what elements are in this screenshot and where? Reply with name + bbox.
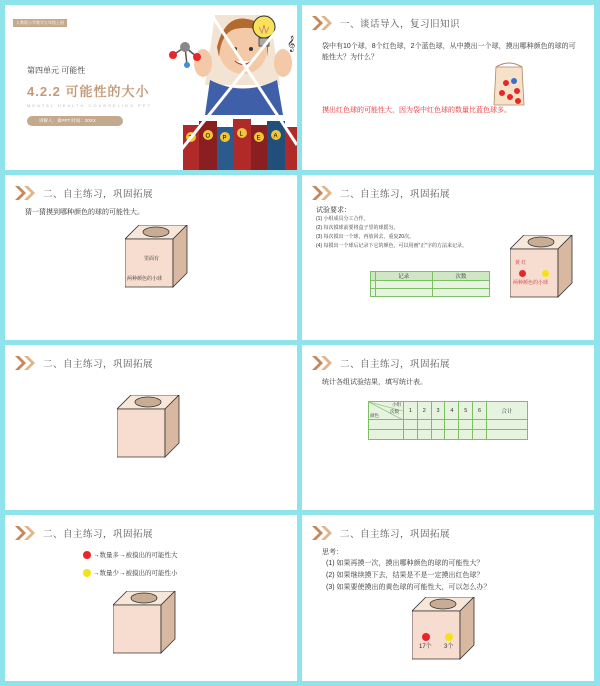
presenter-pill: 讲解人：素PPT 时间：20XX (27, 116, 123, 126)
slide-heading: 二、自主练习，巩固拓展 (43, 189, 154, 200)
diagonal-divider (165, 5, 297, 170)
red-ball-icon (83, 551, 91, 559)
book-letter: P (222, 135, 227, 142)
table-cell[interactable] (369, 430, 404, 440)
table-cell[interactable] (473, 430, 487, 440)
box-text-2: 两种颜色的小球 (127, 276, 163, 282)
slide-header (15, 525, 153, 541)
think-question: (3) 如果要使摸出的黄色球的可能性大，可以怎么办？ (326, 584, 491, 591)
chevron-icon (312, 526, 332, 540)
slide-heading: 二、自主练习，巩固拓展 (340, 189, 451, 200)
table-cell[interactable] (432, 281, 489, 289)
unit-label: 第四单元 可能性 (27, 66, 86, 75)
table-header: 1 (404, 402, 418, 420)
red-ball-icon (519, 270, 526, 277)
chevron-icon (312, 186, 332, 200)
question-text: 袋中有10个球，8个红色球，2个蓝色球，从中摸出一个球，摸出哪种颜色的球的可能性大？为什么？ (322, 43, 576, 61)
slide-heading: 一、谈话导入，复习旧知识 (340, 19, 461, 30)
table-cell[interactable] (369, 420, 404, 430)
slide-heading: 二、自主练习，巩固拓展 (43, 359, 154, 370)
slide-title[interactable] (5, 5, 297, 170)
ball-bag-icon (492, 59, 526, 107)
course-tag: 人教版小学数学五年级上册 (13, 19, 67, 27)
table-cell[interactable] (445, 420, 459, 430)
slide-heading: 二、自主练习，巩固拓展 (340, 529, 451, 540)
corner-label-count: 次数 (390, 409, 399, 414)
box-note: 两种颜色的小球 (513, 280, 549, 286)
corner-label-group: 小组 (392, 402, 401, 407)
box-colors-label: 黄 红 (515, 260, 527, 266)
table-header: 3 (431, 402, 445, 420)
slide-header (312, 15, 460, 31)
yellow-ball-icon (542, 270, 549, 277)
table-cell[interactable] (417, 420, 431, 430)
think-question: (2) 如果继续摸下去，结果是不是一定摸出红色球？ (326, 572, 484, 579)
book-letter: L (239, 131, 243, 138)
chevron-icon (312, 16, 332, 30)
music-note-icon: 𝄞 (287, 35, 296, 51)
slide-guess[interactable] (5, 175, 297, 340)
requirement-item: (3) 每次摸出一个球，再放回去，重复20次。 (316, 234, 415, 240)
slide-header (15, 185, 153, 201)
table-corner (369, 402, 404, 420)
table-header: 6 (473, 402, 487, 420)
book-letter: O (205, 133, 211, 140)
table-cell[interactable] (432, 289, 489, 297)
slide-header (312, 355, 450, 371)
slide-thinking[interactable] (302, 515, 594, 681)
table-cell[interactable] (417, 430, 431, 440)
slide-statistics[interactable] (302, 345, 594, 510)
table-cell[interactable] (486, 420, 527, 430)
bulb-icon (15, 15, 43, 55)
table-cell[interactable] (375, 289, 432, 297)
table-cell[interactable] (431, 420, 445, 430)
stats-table (368, 401, 528, 440)
table-header: 记录 (375, 272, 432, 281)
slide-box[interactable] (5, 345, 297, 510)
slide-legend[interactable] (5, 515, 297, 681)
record-table (370, 271, 490, 297)
table-header: 合计 (486, 402, 527, 420)
slide-experiment[interactable] (302, 175, 594, 340)
yellow-legend: →数量少→被摸出的可能性小 (93, 570, 178, 577)
table-cell[interactable] (375, 281, 432, 289)
requirement-item: (1) 小组成员分工合作。 (316, 216, 369, 222)
yellow-ball-icon (83, 569, 91, 577)
slide-heading: 二、自主练习，巩固拓展 (340, 359, 451, 370)
yellow-ball-icon (445, 633, 453, 641)
table-cell[interactable] (459, 430, 473, 440)
subtitle: MENTAL HEALTH COUNSELING PPT (27, 103, 152, 108)
lesson-title: 4.2.2 可能性的大小 (27, 84, 150, 99)
slide-header (312, 185, 450, 201)
stats-prompt: 统计各组试验结果，填写统计表。 (322, 379, 427, 386)
think-label: 思考： (322, 549, 343, 556)
table-header: 次数 (432, 272, 489, 281)
guess-prompt: 猜一猜摸到哪种颜色的球的可能性大。 (25, 209, 144, 216)
answer-text: 摸出红色球的可能性大，因为袋中红色球的数量比蓝色球多。 (322, 107, 511, 114)
slide-header (15, 355, 153, 371)
corner-label-color: 颜色 (370, 413, 379, 418)
table-header: 2 (417, 402, 431, 420)
table-cell[interactable] (486, 430, 527, 440)
table-cell[interactable] (459, 420, 473, 430)
empty-box (113, 591, 177, 655)
table-cell[interactable] (445, 430, 459, 440)
slide-header (312, 525, 450, 541)
requirement-item: (2) 每次摸球前要将盒子里的球摇匀。 (316, 225, 399, 231)
table-cell[interactable] (431, 430, 445, 440)
table-cell[interactable] (404, 430, 418, 440)
table-cell[interactable] (404, 420, 418, 430)
slide-intro[interactable] (302, 5, 594, 170)
box-text-1: 里面有 (144, 256, 160, 262)
chevron-icon (15, 186, 35, 200)
red-count: 17个 (419, 644, 432, 650)
slide-heading: 二、自主练习，巩固拓展 (43, 529, 154, 540)
table-cell[interactable] (473, 420, 487, 430)
requirement-item: (4) 每摸出一个球后记录下它的颜色，可以用画"正"字的方法来记录。 (316, 243, 468, 249)
requirements-title: 试验要求： (316, 207, 351, 214)
chevron-icon (15, 526, 35, 540)
think-question: (1) 如果再摸一次，摸出哪种颜色的球的可能性大？ (326, 560, 484, 567)
table-header: 4 (445, 402, 459, 420)
book-letter: A (273, 133, 278, 140)
book-letter: E (256, 135, 261, 142)
chevron-icon (15, 356, 35, 370)
red-ball-icon (422, 633, 430, 641)
yellow-count: 3个 (444, 644, 454, 650)
red-legend: →数量多→被摸出的可能性大 (93, 552, 178, 559)
empty-box (117, 395, 181, 459)
chevron-icon (312, 356, 332, 370)
table-header: 5 (459, 402, 473, 420)
